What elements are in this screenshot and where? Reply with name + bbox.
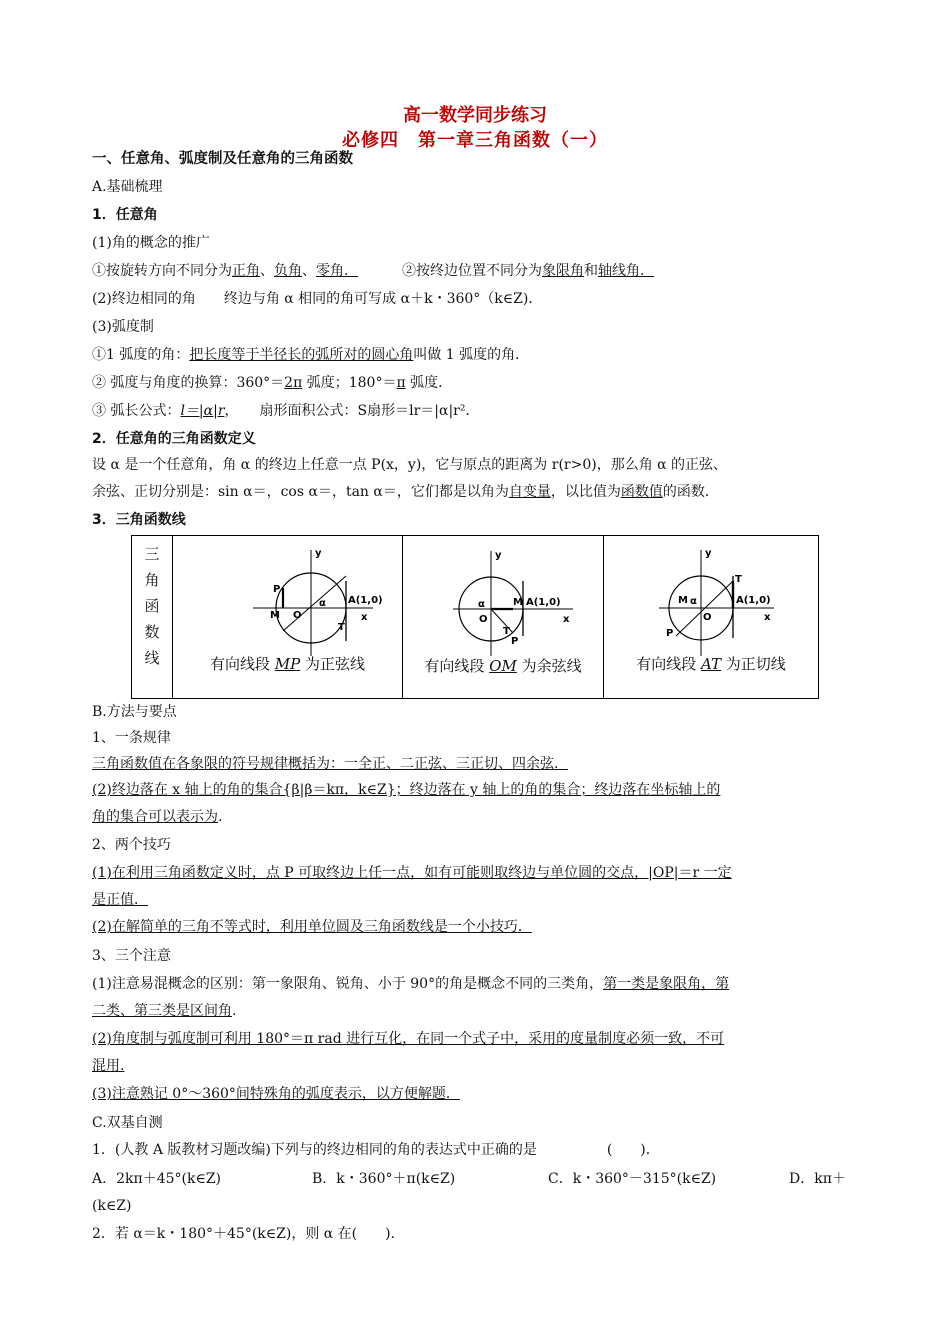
text-span: ， 扇形面积公式：S扇形＝lr＝|α|r²． [224,403,480,419]
question-1: 1．(人教 A 版教材习题改编)下列与的终边相同的角的表达式中正确的是 ( )． [92,1142,660,1158]
text-line: (2)角度制与弧度制可利用 180°＝π rad 进行互化，在同一个式子中，采用的度量制度必须一致，不可 [92,1031,725,1047]
answer-blank: 把长度等于半径长的弧所对的圆心角 [189,347,414,363]
row-label-char: 数 [144,623,160,641]
row-label-char: 角 [144,571,160,589]
option-b: B．k・360°＋π(k∈Z) [312,1171,456,1187]
part-b-heading: B.方法与要点 [92,704,177,720]
option-d-continued: (k∈Z) [92,1198,132,1214]
point-p-label: P [666,628,674,639]
tangent-line-cell [604,536,819,699]
text-line: (3)注意熟记 0°～360°间特殊角的弧度表示，以方便解题． [92,1086,460,1102]
point-p-label: P [511,636,519,647]
terminal-side [283,576,346,631]
text-line: 混用. [92,1058,125,1074]
answer-blank: 正角 [232,263,260,279]
text-line: (2)终边相同的角 终边与角 α 相同的角可写成 α＋k・360°（k∈Z)． [92,291,543,307]
point-m-label: M [270,610,280,621]
text-line: (3)弧度制 [92,319,154,335]
caption-text: 有向线段 [209,655,275,673]
point-m-label: M [513,597,523,608]
point-a-label: A(1,0) [526,597,561,608]
page-title: 高一数学同步练习 [403,105,547,126]
text-span: 弧度． [405,375,453,391]
text-line [92,345,529,365]
answer-blank: π [396,375,406,391]
subsection-title: 2．任意角的三角函数定义 [92,431,256,447]
caption-segment: OM [489,657,517,675]
y-label: y [315,548,322,559]
text-line [92,482,719,502]
answer-blank: l＝|α|r [180,403,225,419]
x-label: x [361,612,368,623]
caption-text: 有向线段 [636,655,701,673]
row-label-char: 线 [144,649,160,667]
origin-label: O [293,610,302,621]
origin-label: O [703,612,712,623]
x-label: x [563,614,570,625]
text-line: 是正值． [92,892,148,908]
text-span: 弧度；180°＝ [302,375,397,391]
answer-blank: 函数值 [620,484,663,500]
point-m-label: M [678,595,688,606]
text-span: . [218,809,223,825]
point-a-label: A(1,0) [348,595,383,606]
answer-blank: 零角． [316,263,358,279]
caption-segment: AT [700,655,722,673]
text-span: 叫做 1 弧度的角． [413,347,530,363]
text-line: (2)在解简单的三角不等式时，利用单位圆及三角函数线是一个小技巧． [92,919,532,935]
answer-blank: 象限角 [542,263,584,279]
caption-text: 为正弦线 [300,655,365,673]
text-span: 角的集合可以表示为 [92,809,218,825]
answer-blank: 自变量 [508,484,551,500]
subsection-title: 2、两个技巧 [92,837,171,853]
text-span: ①1 弧度的角： [92,347,190,363]
subsection-title: 3、三个注意 [92,948,171,964]
tangent-line-diagram [604,536,818,666]
point-t-label: T [503,626,510,637]
text-span: ②按终边位置不同分为 [402,263,542,279]
cosine-line-cell [403,536,604,699]
text-span: 、 [302,263,316,279]
subsection-title: 3．三角函数线 [92,512,186,528]
origin-label: O [479,614,488,625]
text-span: ，以比值为 [550,484,621,500]
text-line [92,807,222,827]
text-line [92,373,452,393]
text-line: (1)在利用三角函数定义时，点 P 可取终边上任一点，如有可能则取终边与单位圆的交点，|OP|＝r 一定 [92,865,732,881]
section-heading: 一、任意角、弧度制及任意角的三角函数 [92,151,353,167]
y-label: y [705,548,712,559]
text-span: . [232,1003,237,1019]
part-a-heading: A.基础梳理 [92,179,163,195]
caption-text: 为余弦线 [516,657,582,675]
answer-blank: 负角 [274,263,302,279]
text-line: (2)终边落在 x 轴上的角的集合{β|β＝kπ，k∈Z}；终边落在 y 轴上的角的集合；终边落在坐标轴上的 [92,782,721,798]
text-line [92,401,479,421]
text-span: (1)注意易混概念的区别：第一象限角、锐角、小于 90°的角是概念不同的三类角， [92,976,604,992]
answer-blank: 2π [284,375,303,391]
caption-text: 有向线段 [424,657,490,675]
trig-line-table [131,535,819,699]
text-line [92,974,729,994]
caption [403,655,603,676]
page-subtitle: 必修四 第一章三角函数（一） [342,130,608,151]
text-span: ①按旋转方向不同分为 [92,263,232,279]
part-c-heading: C.双基自测 [92,1115,163,1131]
alpha-label: α [319,598,326,609]
point-t-label: T [338,622,345,633]
answer-blank: 轴线角． [598,263,654,279]
text-line: (1)角的概念的推广 [92,235,210,251]
text-span: 第一类是象限角，第 [603,976,730,992]
option-a: A．2kπ＋45°(k∈Z) [92,1171,222,1187]
caption-text: 为正切线 [721,655,786,673]
question-2: 2．若 α＝k・180°＋45°(k∈Z)，则 α 在( )． [92,1226,405,1242]
alpha-label: α [478,599,485,610]
text-span: 的函数． [662,484,719,500]
row-label-cell [132,536,173,699]
x-label: x [764,612,771,623]
y-label: y [495,550,502,561]
point-a-label: A(1,0) [736,595,771,606]
sine-line-cell [173,536,403,699]
point-p-label: P [273,584,281,595]
text-span: 余弦、正切分别是：sin α＝，cos α＝，tan α＝，它们都是以角为 [92,484,509,500]
text-span: 、 [260,263,274,279]
option-d: D．kπ＋ [789,1171,846,1187]
text-line [92,1001,236,1021]
text-line: 设 α 是一个任意角，角 α 的终边上任意一点 P(x，y)，它与原点的距离为 r(r>0)，那么角 α 的正弦、 [92,457,728,473]
sine-line-diagram [173,536,402,666]
text-line [92,261,654,281]
row-label-char: 三 [144,545,160,563]
text-span: 和 [584,263,598,279]
alpha-label: α [690,596,697,607]
text-span: ② 弧度与角度的换算：360°＝ [92,375,285,391]
text-span: ③ 弧长公式： [92,403,181,419]
point-t-label: T [735,574,742,585]
caption [604,653,818,674]
caption-segment: MP [274,655,301,673]
caption [173,653,402,674]
row-label-char: 函 [144,597,160,615]
cosine-line-diagram [403,536,603,666]
text-span: 二类、第三类是区间角 [92,1003,232,1019]
subsection-title: 1．任意角 [92,207,158,223]
subsection-title: 1、一条规律 [92,730,171,746]
text-line: 三角函数值在各象限的符号规律概括为：一全正、二正弦、三正切、四余弦． [92,756,568,772]
option-c: C．k・360°－315°(k∈Z) [548,1171,717,1187]
